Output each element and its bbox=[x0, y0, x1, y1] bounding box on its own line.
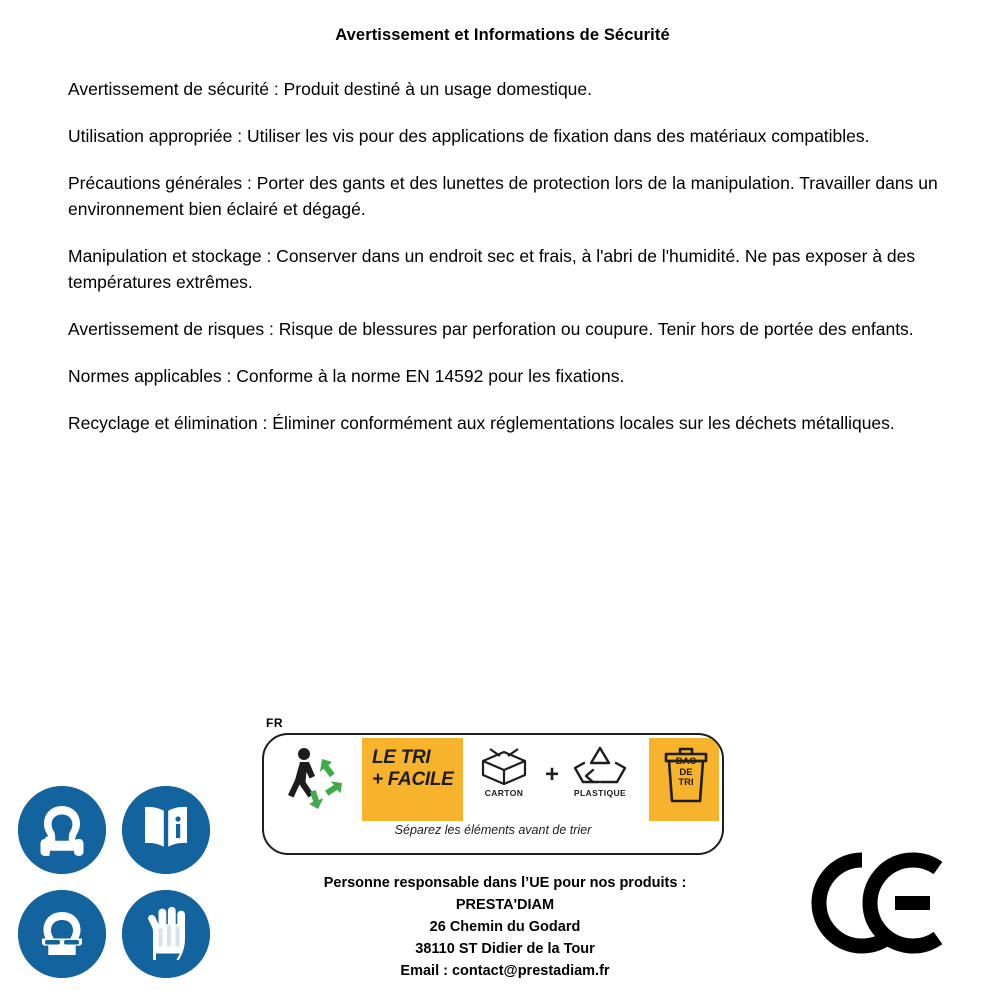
plastic-material-icon bbox=[564, 743, 636, 798]
carton-label: CARTON bbox=[484, 788, 524, 798]
safety-information-body bbox=[68, 76, 973, 457]
triman-recycling-label bbox=[262, 716, 722, 851]
triman-logo-icon bbox=[270, 739, 362, 821]
eye-protection-icon bbox=[18, 890, 106, 978]
paragraph-risk-warning: Avertissement de risques : Risque de blessures par perforation ou coupure. Tenir hors de portée des enfants. bbox=[68, 319, 914, 339]
paragraph-handling-storage: Manipulation et stockage : Conserver dans un endroit sec et frais, à l'abri de l'humidité. Ne pas exposer à des températures extrêmes. bbox=[68, 246, 916, 292]
tri-slogan bbox=[372, 747, 464, 791]
tri-slogan-line1: LE TRI bbox=[372, 747, 431, 768]
address-line-3: 26 Chemin du Godard bbox=[429, 919, 581, 935]
address-line-5: Email : contact@prestadiam.fr bbox=[400, 963, 610, 979]
paragraph-appropriate-use: Utilisation appropriée : Utiliser les vis pour des applications de fixation dans des matériaux compatibles. bbox=[68, 126, 870, 146]
plus-separator: + bbox=[545, 761, 560, 788]
ce-marking-icon bbox=[800, 848, 950, 958]
paragraph-general-precautions: Précautions générales : Porter des gants et des lunettes de protection lors de la manipulation. Travailler dans un environnement bien éclairé et dégagé. bbox=[68, 173, 938, 219]
tri-slogan-line2: + FACILE bbox=[372, 769, 454, 790]
sorting-bin-text bbox=[662, 757, 710, 789]
bin-line-3: TRI bbox=[678, 777, 694, 788]
carton-material-icon bbox=[468, 743, 540, 798]
country-code-label: FR bbox=[266, 716, 283, 730]
bin-line-2: DE bbox=[679, 766, 693, 778]
paragraph-safety-warning: Avertissement de sécurité : Produit destiné à un usage domestique. bbox=[68, 79, 593, 99]
address-line-4: 38110 ST Didier de la Tour bbox=[415, 941, 595, 957]
paragraph-standards: Normes applicables : Conforme à la norme EN 14592 pour les fixations. bbox=[68, 366, 625, 386]
read-instructions-icon bbox=[122, 786, 210, 874]
page-title: Avertissement et Informations de Sécurité bbox=[335, 26, 670, 44]
tri-footer-text: Séparez les éléments avant de trier bbox=[394, 823, 592, 837]
address-line-1: Personne responsable dans l’UE pour nos produits : bbox=[323, 875, 687, 891]
hand-protection-icon bbox=[122, 890, 210, 978]
paragraph-recycling: Recyclage et élimination : Éliminer conformément aux réglementations locales sur les déchets métalliques. bbox=[68, 413, 895, 433]
bin-line-1: BAC bbox=[675, 756, 697, 767]
safety-pictogram-group bbox=[18, 786, 210, 978]
plastic-label: PLASTIQUE bbox=[573, 788, 627, 798]
tri-label-box bbox=[262, 733, 724, 855]
address-line-2: PRESTA'DIAM bbox=[455, 897, 555, 913]
eu-responsible-person-block bbox=[215, 872, 795, 982]
ear-protection-icon bbox=[18, 786, 106, 874]
